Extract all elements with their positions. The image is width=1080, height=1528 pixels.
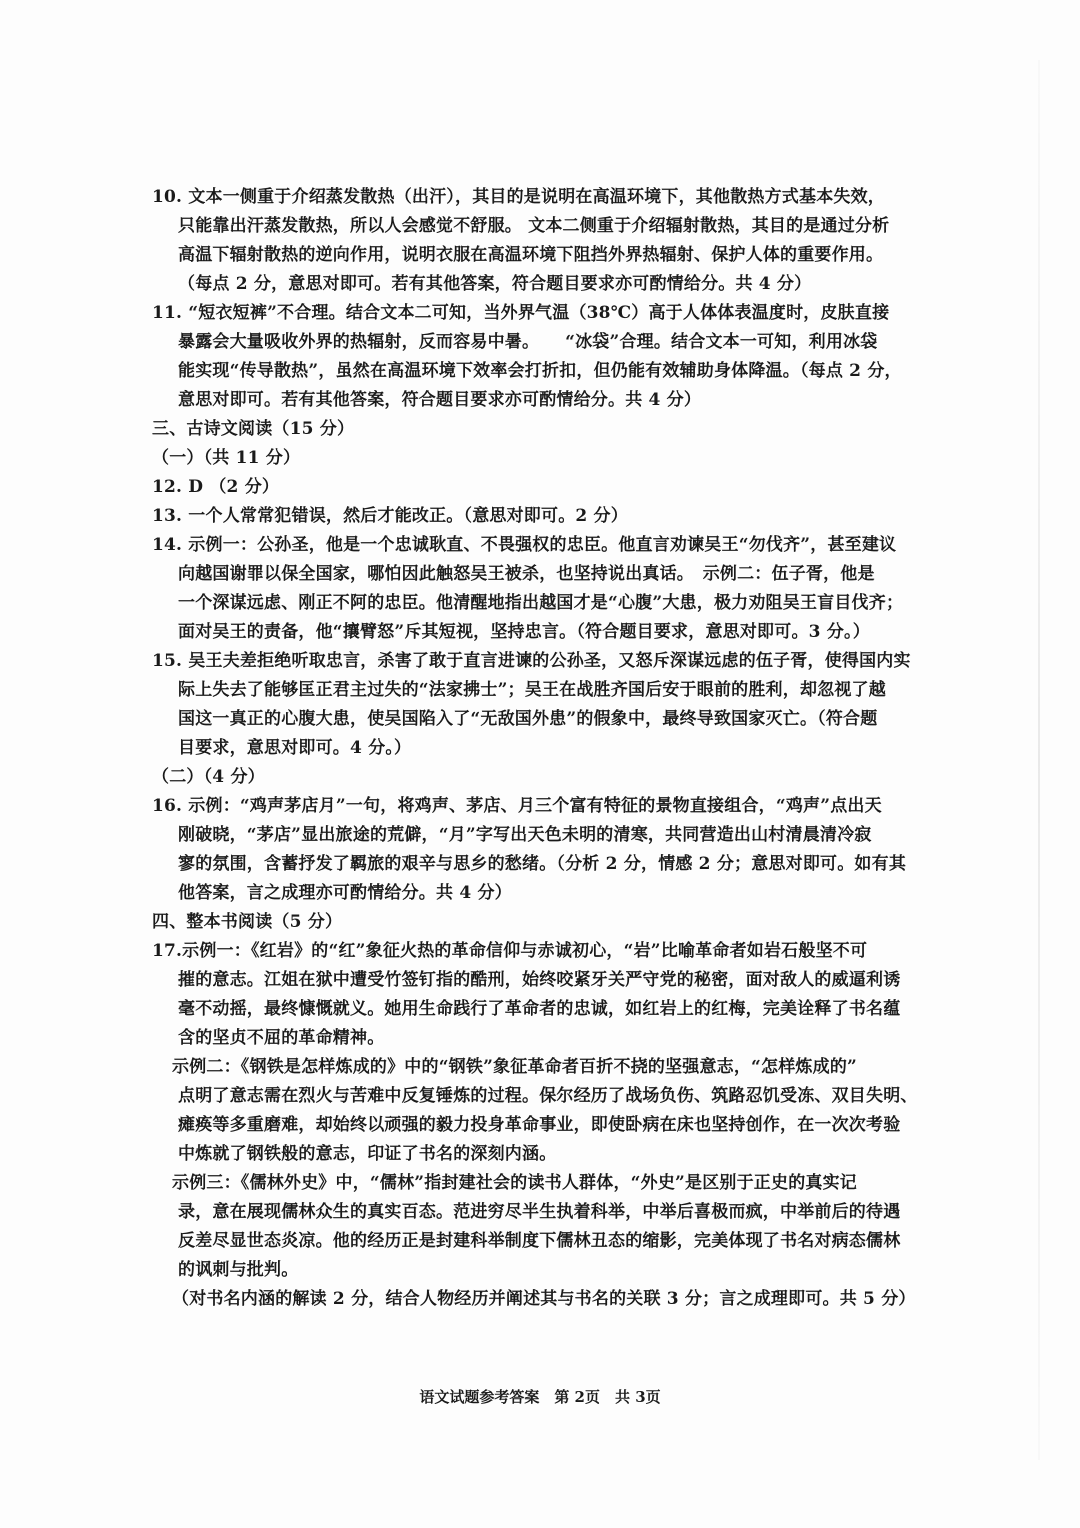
answer-line: 高温下辐射散热的逆向作用，说明衣服在高温环境下阻挡外界热辐射、保护人体的重要作用。 — [178, 245, 884, 265]
answer-line: 的讽刺与批判。 — [178, 1260, 299, 1280]
answer-line: 录，意在展现儒林众生的真实百态。范进穷尽半生执着科举，中举后喜极而疯，中举前后的待遇 — [178, 1202, 901, 1222]
answer-line: 10. 文本一侧重于介绍蒸发散热（出汗），其目的是说明在高温环境下，其他散热方式基本失效， — [152, 187, 885, 207]
answer-line: 面对吴王的责备，他“攘臂怒”斥其短视，坚持忠言。（符合题目要求，意思对即可。3 分。） — [178, 622, 870, 642]
answer-line: 只能靠出汗蒸发散热，所以人会感觉不舒服。 文本二侧重于介绍辐射散热，其目的是通过分析 — [178, 216, 890, 236]
answer-line: 12. D （2 分） — [152, 477, 280, 497]
answer-line: 意思对即可。若有其他答案，符合题目要求亦可酌情给分。共 4 分） — [178, 390, 702, 410]
answer-line: 寥的氛围，含蓄抒发了羁旅的艰辛与思乡的愁绪。（分析 2 分，情感 2 分；意思对即可。如有其 — [178, 854, 907, 874]
answer-line: 15. 吴王夫差拒绝听取忠言，杀害了敢于直言进谏的公孙圣，又怒斥深谋远虑的伍子胥，使得国内实 — [152, 651, 911, 671]
answer-line: 摧的意志。江姐在狱中遭受竹签钉指的酷刑，始终咬紧牙关严守党的秘密，面对敌人的威逼利诱 — [178, 970, 901, 990]
answer-line: 一个深谋远虑、刚正不阿的忠臣。他清醒地指出越国才是“心腹”大患，极力劝阻吴王盲目伐齐； — [178, 593, 904, 613]
answer-line: 向越国谢罪以保全国家，哪怕因此触怒吴王被杀，也坚持说出真话。 示例二：伍子胥，他是 — [178, 564, 875, 584]
page-edge-shadow — [1038, 60, 1040, 1460]
answer-line: （二）（4 分） — [152, 767, 265, 787]
answer-line: 13. 一个人常常犯错误，然后才能改正。（意思对即可。2 分） — [152, 506, 628, 526]
answer-line: 他答案，言之成理亦可酌情给分。共 4 分） — [178, 883, 512, 903]
answer-line: （一）（共 11 分） — [152, 448, 301, 468]
answer-line: 17.示例一：《红岩》的“红”象征火热的革命信仰与赤诚初心，“岩”比喻革命者如岩石般坚不可 — [152, 941, 868, 961]
section-heading: 三、古诗文阅读（15 分） — [152, 419, 355, 439]
answer-line: 国这一真正的心腹大患，使吴国陷入了“无敌国外患”的假象中，最终导致国家灭亡。（符合题 — [178, 709, 878, 729]
answer-line: 目要求，意思对即可。4 分。） — [178, 738, 412, 758]
page-footer: 语文试题参考答案 第 2页 共 3页 — [419, 1388, 661, 1406]
answer-line: （每点 2 分，意思对即可。若有其他答案，符合题目要求亦可酌情给分。共 4 分） — [178, 274, 812, 294]
answer-line: 际上失去了能够匡正君主过失的“法家拂士”；吴王在战胜齐国后安于眼前的胜利，却忽视了越 — [178, 680, 886, 700]
answer-line: 含的坚贞不屈的革命精神。 — [178, 1028, 385, 1048]
answer-line: 能实现“传导散热”，虽然在高温环境下效率会打折扣，但仍能有效辅助身体降温。（每点 2 分， — [178, 361, 902, 381]
answer-line: 示例二：《钢铁是怎样炼成的》中的“钢铁”象征革命者百折不挠的坚强意志，“怎样炼成的” — [172, 1057, 858, 1077]
answer-line: 示例三：《儒林外史》中，“儒林”指封建社会的读书人群体，“外史”是区别于正史的真实记 — [172, 1173, 858, 1193]
section-heading: 四、整本书阅读（5 分） — [152, 912, 343, 932]
answer-line: 毫不动摇，最终慷慨就义。她用生命践行了革命者的忠诚，如红岩上的红梅，完美诠释了书名蕴 — [178, 999, 901, 1019]
answer-line: 11. “短衣短裤”不合理。结合文本二可知，当外界气温（38℃）高于人体体表温度时，皮肤直接 — [152, 303, 890, 323]
answer-line: 暴露会大量吸收外界的热辐射，反而容易中暑。 “冰袋”合理。结合文本一可知，利用冰袋 — [178, 332, 878, 352]
answer-line: （对书名内涵的解读 2 分，结合人物经历并阐述其与书名的关联 3 分；言之成理即可。共 5 分） — [172, 1289, 916, 1309]
answer-line: 反差尽显世态炎凉。他的经历正是封建科举制度下儒林丑态的缩影，完美体现了书名对病态儒林 — [178, 1231, 901, 1251]
answer-line: 16. 示例：“鸡声茅店月”一句，将鸡声、茅店、月三个富有特征的景物直接组合，“鸡声”点出天 — [152, 796, 882, 816]
answer-line: 刚破晓，“茅店”显出旅途的荒僻，“月”字写出天色未明的清寒，共同营造出山村清晨清冷寂 — [178, 825, 872, 845]
answer-line: 中炼就了钢铁般的意志，印证了书名的深刻内涵。 — [178, 1144, 557, 1164]
answer-line: 14. 示例一：公孙圣，他是一个忠诚耿直、不畏强权的忠臣。他直言劝谏吴王“勿伐齐”，甚至建议 — [152, 535, 897, 555]
answer-content — [152, 183, 932, 1314]
answer-line: 点明了意志需在烈火与苦难中反复锤炼的过程。保尔经历了战场负伤、筑路忍饥受冻、双目失明、 — [178, 1086, 918, 1106]
answer-line: 瘫痪等多重磨难，却始终以顽强的毅力投身革命事业，即使卧病在床也坚持创作，在一次次考验 — [178, 1115, 901, 1135]
